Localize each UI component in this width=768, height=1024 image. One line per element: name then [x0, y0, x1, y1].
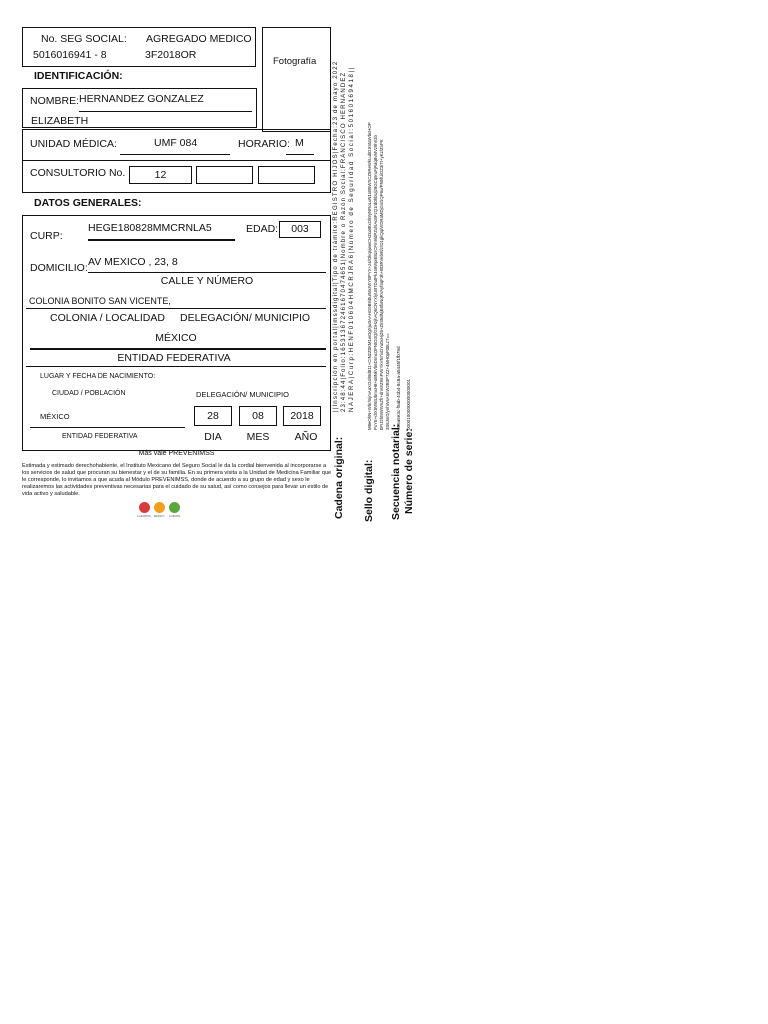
prevenimss-title: Más vale PREVENIMSS [138, 450, 215, 457]
horario-underline [286, 154, 314, 155]
agregado-value: 3F2018OR [145, 49, 197, 61]
colonia-underline [26, 308, 326, 309]
dia-value: 28 [207, 410, 219, 422]
entidad-caption: ENTIDAD FEDERATIVA [117, 352, 231, 364]
nombre-line1: HERNANDEZ GONZALEZ [79, 93, 204, 105]
sello-line-3: 0FIJ2ht9WWnZfr+dmWZ9mFWrYkVN7ixDYu0xHjZ6+ZInt5dNjE6fxNqRVAyf4qF3h+Bt3RVeb9t/zrD1gkQq/WDRaMDjGsGQP6u/PN5fUiDZ3iTt+yKz/ZnPK [379, 139, 384, 430]
calle-caption: CALLE Y NÚMERO [160, 275, 254, 287]
unidad-underline [120, 154, 230, 155]
cadena-line-1: ||Inscripción en portal|imssdigital|Tipo de trámite:REGISTRO HIJOS|Fecha:23 de mayo 2022 [332, 60, 339, 412]
logo-cuidados-icon [139, 502, 150, 513]
nombre-line2: ELIZABETH [31, 115, 89, 127]
secuencia-label: Secuencia notarial: [390, 423, 402, 520]
nombre-underline [79, 111, 252, 112]
unidad-label: UNIDAD MÉDICA: [30, 138, 117, 150]
dia-caption: DIA [204, 431, 222, 443]
delegacion-caption: DELEGACIÓN/ MUNICIPIO [180, 312, 311, 324]
ciudad-caption: CIUDAD / POBLACIÓN [52, 390, 126, 397]
logo-medico-icon [154, 502, 165, 513]
curp-underline [88, 239, 235, 241]
edad-value: 003 [291, 223, 309, 235]
mes-box [239, 406, 277, 426]
sello-label: Sello digital: [363, 459, 375, 522]
consultorio-extra-box-1 [196, 166, 253, 184]
domicilio-label: DOMICILIO: [30, 262, 88, 274]
cadena-line-2: 23:48:44|Folio:165313672461670474651|Nombre o Razón Social:FRANCISCO HERNANDEZ [340, 71, 347, 412]
colonia-caption: COLONIA / LOCALIDAD [50, 312, 165, 324]
serie-value: 00001000000000000001 [406, 378, 411, 430]
photo-label: Fotografía [273, 56, 317, 67]
cadena-line-3: NAJERA|Curp:HENF010604HMCRJRA6|Número de Seguridad Social:50160169418|| [348, 66, 355, 412]
mes-value: 08 [252, 410, 264, 422]
logo-label-3: CUIDATE [169, 515, 181, 518]
sello-line-1: M8eOhN+Wbr/mjmAaXO4/I8d811+CIN2Z0KM1wOgXjw3AAHG9B9i0urMxrWYBPYX+z4/OkqsjwwCHZcoBtxOlWyNRoLuN1sB5WSCZ5ReWkLubDJmtaWbcHOP [367, 122, 372, 430]
edad-value-box [279, 221, 321, 238]
anio-caption: AÑO [294, 431, 318, 443]
logo-label-1: CUIDADOS [137, 515, 151, 518]
domicilio-underline [88, 272, 326, 273]
horario-label: HORARIO: [238, 138, 290, 150]
generales-title: DATOS GENERALES: [34, 197, 142, 209]
curp-value: HEGE180828MMCRNLA5 [88, 222, 212, 234]
secuencia-value: 955a5e3c-f5ab-41b4-8c8a-a5445f1fb79d [396, 346, 401, 430]
logo-cuidate-icon [169, 502, 180, 513]
entidad-value: MÉXICO [155, 332, 197, 344]
nss-label: No. SEG SOCIAL: [41, 33, 127, 45]
nss-value: 5016016941 - 8 [33, 49, 107, 61]
consultorio-value: 12 [154, 169, 167, 181]
nacimiento-label: LUGAR Y FECHA DE NACIMIENTO: [40, 373, 156, 380]
anio-box [283, 406, 321, 426]
delegacion-caption-2: DELEGACIÓN/ MUNICIPIO [196, 390, 289, 399]
identificacion-title: IDENTIFICACIÓN: [34, 70, 123, 82]
domicilio-value: AV MEXICO , 23, 8 [88, 256, 178, 268]
anio-value: 2018 [290, 410, 314, 422]
consultorio-value-box [129, 166, 192, 184]
prevenimss-logos [137, 502, 187, 522]
dia-box [194, 406, 232, 426]
colonia-value: COLONIA BONITO SAN VICENTE, [29, 296, 171, 306]
photo-box [262, 27, 331, 132]
logo-label-2: MEDICO [154, 515, 165, 518]
cadena-label: Cadena original: [333, 436, 345, 519]
edad-label: EDAD: [246, 223, 279, 235]
nac-entidad-caption: ENTIDAD FEDERATIVA [62, 433, 138, 440]
agregado-label: AGREGADO MEDICO [146, 33, 252, 45]
entidad-underline [30, 348, 326, 350]
nac-entidad-underline [30, 427, 185, 428]
nombre-label: NOMBRE: [30, 95, 80, 107]
mes-caption: MES [246, 431, 270, 443]
sello-line-2: PxYE+dIXbW6tUbmxH8+o8NkVb6DrmcOFNtO3Q/GDHzjhAQ6CNYXlyUB7DutPkJ49WpiE8zrCFm9ldPZxhlAc8PzQ1rd0hbUj28GCq9ruFjRaq8vMVz9hrGb [373, 135, 378, 430]
legal-text: Estimada y estimado derechohabiente, el Instituto Mexicano del Seguro Social le da la cordial bienvenida al incorporarse a los servicios de salud que procuran su bienestar y el de su familia. En su primera visita a la Unidad de Medicina Familiar que le corresponde, lo invitamos a que acuda al Módulo PREVENIMSS, donde de acuerdo a su grupo de edad y sexo le realizaremos las actividades preventivas necesarias para el cuidado de su salud, así como consejos para llevar un estilo de vida activo y saludable. [22, 463, 332, 497]
serie-label: Número de serie: [403, 428, 415, 514]
horario-value: M [295, 137, 304, 149]
unidad-divider [22, 160, 331, 161]
consultorio-label: CONSULTORIO No. [30, 167, 126, 179]
sello-line-4: 3S6JmD/ynhWsAtmW2B3P7ZZ+4MH0pF00LzT== [385, 333, 390, 430]
nac-entidad-value: MÉXICO [40, 412, 70, 421]
unidad-value: UMF 084 [154, 137, 198, 149]
curp-label: CURP: [30, 230, 63, 242]
entidad-underline-2 [26, 366, 326, 367]
consultorio-extra-box-2 [258, 166, 315, 184]
